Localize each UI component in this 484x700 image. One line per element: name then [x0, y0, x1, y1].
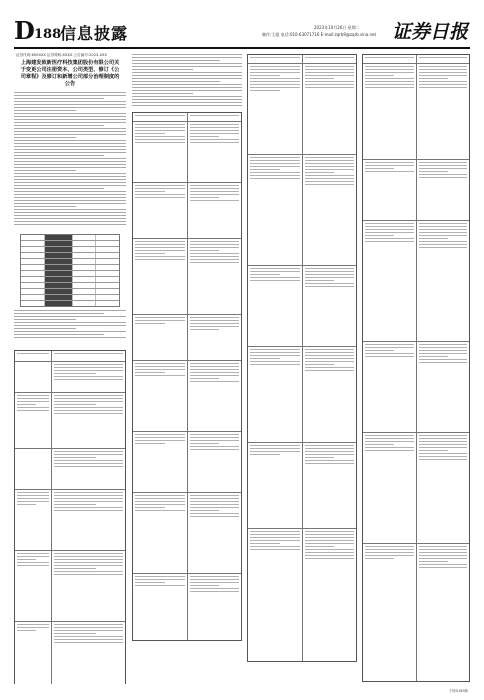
newspaper-logo: 证券日报 — [391, 21, 468, 43]
comparison-table-3 — [247, 54, 357, 662]
stock-code-line: 证券代码:600XXX 证券简称:XXXX 公告编号:2023-XXX — [16, 53, 107, 57]
column-2-text — [132, 54, 242, 108]
article-title: 上海建发致新医疗科技集团股份有限公司关于变更公司注册资本、公司类型、修订《公司章程》及修订和新增公司部分治理制度的公告 — [20, 60, 120, 87]
shareholding-table — [20, 234, 120, 307]
column-4 — [362, 52, 470, 684]
page-letter: D — [14, 16, 35, 45]
column-3 — [247, 52, 357, 684]
comparison-table-4 — [362, 54, 470, 682]
section-title: 信息披露 — [60, 24, 129, 43]
date-line: 2023年10月26日 星期二 — [314, 25, 360, 30]
article-body-text-2 — [14, 310, 126, 340]
continued-note: 下转D189版 — [448, 689, 468, 693]
page-number: 188 — [34, 27, 62, 42]
article-body-text — [14, 92, 126, 227]
contact-line: 制作:王超 电话:010-63071716 E-mail:zqrb9@zqrb.sina.net — [262, 32, 377, 37]
column-1 — [14, 52, 126, 684]
masthead-rule — [14, 47, 470, 49]
comparison-table-2 — [132, 112, 242, 641]
masthead — [14, 18, 470, 46]
column-2 — [132, 52, 242, 684]
comparison-table-1 — [14, 350, 126, 684]
